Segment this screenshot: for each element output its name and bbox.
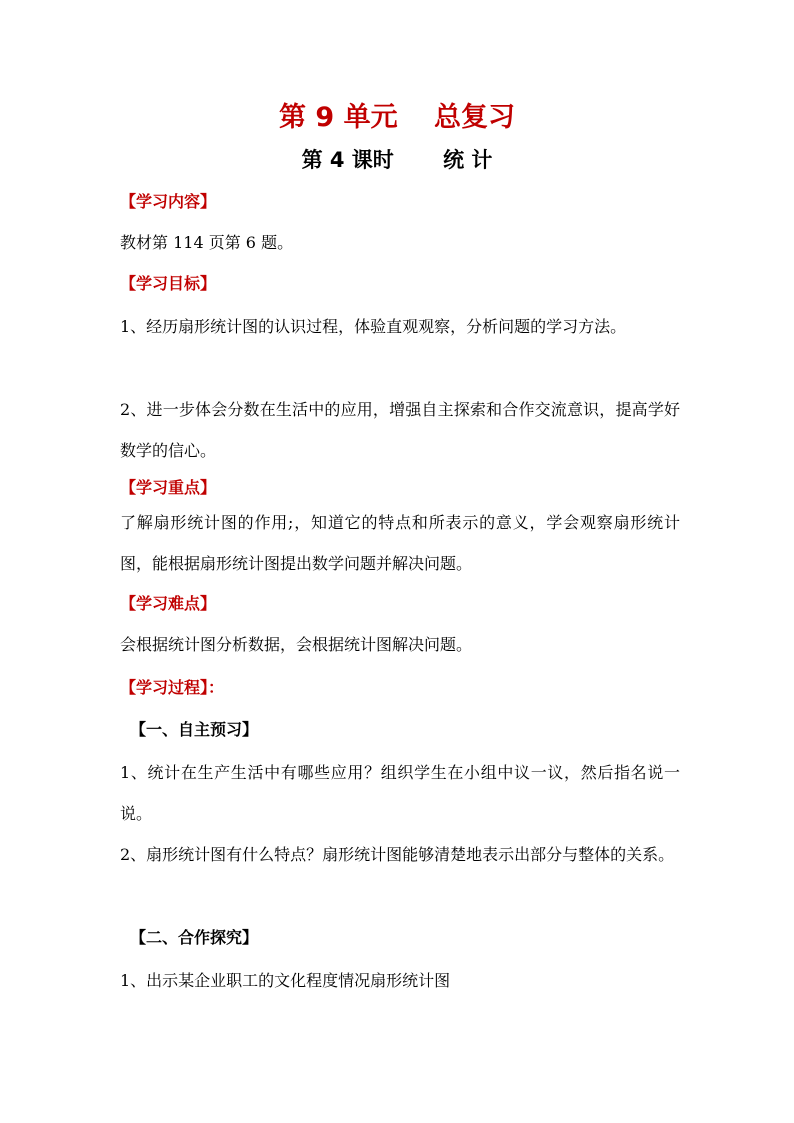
difficulty-text: 会根据统计图分析数据，会根据统计图解决问题。 bbox=[120, 635, 473, 654]
goal-item-1: 1、经历扇形统计图的认识过程，体验直观观察，分析问题的学习方法。 bbox=[120, 317, 627, 336]
key-point-heading: 【学习重点】 bbox=[120, 478, 217, 497]
lesson-title: 第 4 课时 统 计 bbox=[301, 148, 493, 172]
goal-heading: 【学习目标】 bbox=[120, 274, 217, 293]
preview-heading: 【一、自主预习】 bbox=[130, 720, 259, 739]
content-heading: 【学习内容】 bbox=[120, 192, 217, 211]
key-point-text: 了解扇形统计图的作用;，知道它的特点和所表示的意义，学会观察扇形统计图，能根据扇形统计图提出数学问题并解决问题。 bbox=[120, 513, 680, 573]
explore-heading: 【二、合作探究】 bbox=[130, 928, 259, 947]
goal-item-2: 2、进一步体会分数在生活中的应用，增强自主探索和合作交流意识，提高学好数学的信心。 bbox=[120, 400, 680, 460]
explore-item-1: 1、出示某企业职工的文化程度情况扇形统计图 bbox=[120, 971, 451, 990]
preview-item-1: 1、统计在生产生活中有哪些应用？组织学生在小组中议一议，然后指名说一说。 bbox=[120, 763, 680, 823]
preview-item-2: 2、扇形统计图有什么特点？扇形统计图能够清楚地表示出部分与整体的关系。 bbox=[120, 845, 675, 864]
process-heading: 【学习过程】： bbox=[120, 678, 225, 697]
unit-title: 第 9 单元 总复习 bbox=[279, 102, 515, 133]
difficulty-heading: 【学习难点】 bbox=[120, 594, 217, 613]
content-text: 教材第 114 页第 6 题。 bbox=[120, 233, 294, 252]
